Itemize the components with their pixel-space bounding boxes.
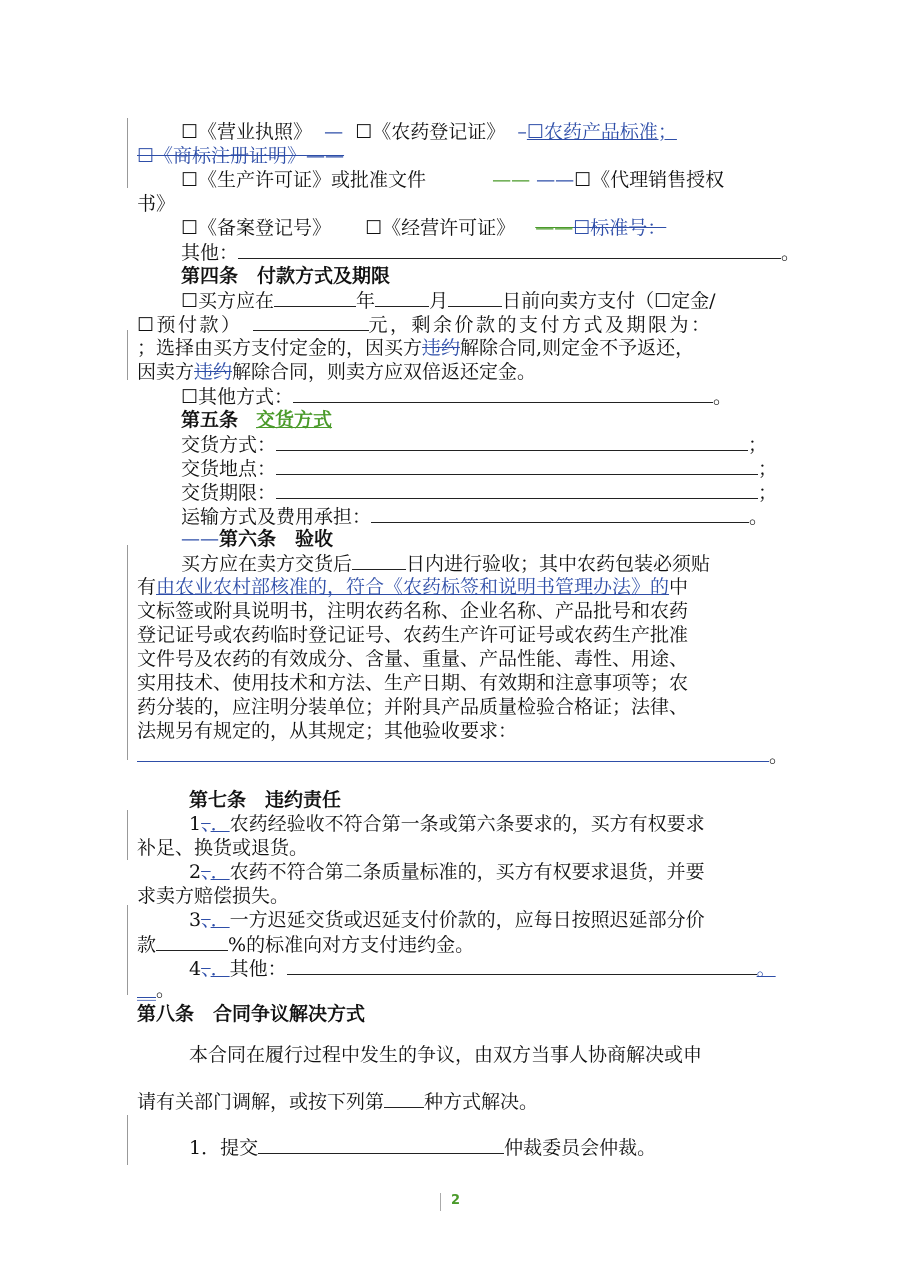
text: 1．提交 (189, 1137, 259, 1159)
item-number: 4 (189, 958, 202, 980)
deleted-mark: 、 (201, 909, 211, 931)
checkbox-filing-number[interactable]: ☐《备案登记号》 (181, 217, 332, 239)
item-number: 3 (189, 909, 202, 931)
liability-other-blank[interactable] (287, 956, 757, 975)
inserted-mark: ． (210, 958, 230, 980)
revision-dash: —— (181, 528, 219, 550)
revision-bar (127, 118, 128, 188)
revision-bar (127, 330, 128, 380)
punct: 。 (769, 745, 789, 767)
text-label-requirement: 日内进行验收；其中农药包装必须贴 (406, 553, 711, 575)
delivery-deadline-blank[interactable] (276, 480, 758, 499)
other-method-blank[interactable] (293, 384, 713, 403)
inspection-days-blank[interactable] (352, 551, 406, 570)
section-6-title: 第六条 验收 (219, 528, 334, 550)
section-4-heading: 第四条 付款方式及期限 (181, 265, 391, 287)
liability-item-4-wrap (137, 978, 175, 1002)
inserted-text: 由农业农村部核准的，符合《农药标签和说明书管理办法》的 (156, 576, 670, 598)
text-double-return: 解除合同，则卖方应双倍返还定金。 (232, 361, 537, 383)
text: 一方迟延交货或迟延支付价款的，应每日按照迟延部分价 (229, 909, 705, 931)
inserted-blank: __ (137, 979, 156, 1001)
checkbox-pesticide-registration[interactable]: ☐《农药登记证》 (355, 121, 506, 143)
payment-line-2 (137, 312, 713, 337)
label-delivery-deadline: 交货期限： (181, 482, 277, 504)
revision-dash: —— (492, 169, 531, 191)
text: 仲裁委员会仲裁。 (504, 1137, 657, 1159)
label-other: 其他： (181, 242, 239, 264)
doc-checklist-row-1-wrap (137, 144, 344, 168)
checkbox-business-permit[interactable]: ☐《经营许可证》 (365, 217, 516, 239)
deleted-mark: 、 (201, 813, 211, 835)
text-remaining-payment: 元，剩余价款的支付方式及期限为： (368, 314, 713, 336)
liability-item-4 (189, 956, 776, 981)
inspection-line-4: 登记证号或农药临时登记证号、农药生产许可证号或农药生产批准 (137, 624, 689, 646)
text: 中 (669, 576, 689, 598)
revision-bar (127, 810, 128, 860)
deleted-mark: 、 (201, 861, 211, 883)
penalty-percent-blank[interactable] (156, 932, 228, 951)
arbitration-option (189, 1135, 656, 1160)
label-transport: 运输方式及费用承担： (181, 506, 372, 528)
inspection-line-5: 文件号及农药的有效成分、含量、重量、产品性能、毒性、用途、 (137, 648, 689, 670)
text-continuation: 书》 (137, 193, 176, 215)
inserted-mark: ． (210, 861, 230, 883)
transport-row (181, 504, 768, 529)
inspection-other-blank-row (137, 743, 788, 768)
revision-bar (127, 905, 128, 995)
inspection-line-3: 文标签或附具说明书，注明农药名称、企业名称、产品批号和农药 (137, 600, 689, 622)
inspection-line-1 (181, 551, 710, 576)
revision-bar (127, 545, 128, 760)
section-5-number: 第五条 (181, 409, 239, 431)
item-number: 1 (189, 813, 202, 835)
transport-blank[interactable] (371, 504, 749, 523)
other-docs-row (181, 240, 800, 265)
day-blank[interactable] (448, 288, 502, 307)
dispute-paragraph-line-1: 本合同在履行过程中发生的争议，由双方当事人协商解决或申 (189, 1044, 703, 1066)
label-month: 月 (429, 290, 449, 312)
inspection-line-2 (137, 575, 688, 599)
punct: ； (748, 434, 768, 456)
label-other: 其他： (229, 958, 287, 980)
payment-line-3 (137, 336, 694, 360)
inserted-mark: ． (210, 813, 230, 835)
year-blank[interactable] (274, 288, 356, 307)
doc-checklist-row-2 (181, 168, 724, 192)
liability-item-2 (189, 860, 705, 884)
delivery-method-blank[interactable] (276, 432, 748, 451)
text-deposit-forfeit: 解除合同,则定金不予返还， (460, 337, 695, 359)
other-docs-blank[interactable] (238, 240, 781, 259)
section-5-title: 交货方式 (256, 409, 333, 431)
punct: ； (758, 482, 778, 504)
month-blank[interactable] (375, 288, 429, 307)
text: 农药经验收不符合第一条或第六条要求的，买方有权要求 (229, 813, 705, 835)
liability-item-2-wrap: 求卖方赔偿损失。 (137, 885, 290, 907)
punct: 。 (749, 506, 769, 528)
payment-line-4 (137, 360, 536, 384)
arbitration-committee-blank[interactable] (258, 1135, 504, 1154)
label-year: 年 (356, 290, 376, 312)
liability-item-3 (189, 908, 705, 932)
text-seller: 因卖方 (137, 361, 195, 383)
punct: 。 (156, 979, 176, 1001)
delivery-method-row (181, 432, 767, 457)
deleted-word: 违约 (422, 337, 461, 359)
deleted-checkbox-trademark: ☐《商标注册证明》 (137, 145, 307, 167)
text: 种方式解决。 (424, 1091, 539, 1113)
text: 有 (137, 576, 157, 598)
text: 请有关部门调解，或按下列第 (137, 1091, 385, 1113)
section-5-heading (181, 408, 332, 432)
revision-dash: — (318, 121, 350, 143)
punct: 。 (781, 242, 801, 264)
section-6-heading (181, 527, 333, 551)
checkbox-production-license[interactable]: ☐《生产许可证》或批准文件 (181, 169, 427, 191)
section-8-heading: 第八条 合同争议解决方式 (137, 1003, 366, 1025)
text: 款 (137, 934, 157, 956)
inserted-mark: ． (210, 909, 230, 931)
doc-checklist-row-1 (181, 120, 677, 144)
punct: ； (758, 458, 778, 480)
checkbox-prepayment[interactable]: ☐预付款） (137, 314, 243, 336)
checkbox-buyer-pay[interactable]: ☐买方应在 (181, 290, 275, 312)
page-number-bar (440, 1193, 441, 1211)
liability-item-3-wrap (137, 932, 474, 957)
text: %的标准向对方支付违约金。 (228, 934, 475, 956)
inspection-line-8: 法规另有规定的，从其规定；其他验收要求： (137, 720, 518, 742)
page-number: 2 (451, 1193, 461, 1208)
text-deposit-buyer: ；选择由买方支付定金的，因买方 (137, 337, 423, 359)
deleted-checkbox-standard-number: ☐标准号： (573, 217, 667, 239)
dispute-paragraph-line-2 (137, 1089, 538, 1114)
text-inspection: 买方应在卖方交货后 (181, 553, 353, 575)
revision-bar (127, 1115, 128, 1165)
checkbox-business-license[interactable]: ☐《营业执照》 (181, 121, 313, 143)
payment-other (181, 384, 732, 409)
delivery-place-blank[interactable] (276, 456, 758, 475)
method-number-blank[interactable] (384, 1089, 424, 1108)
deposit-option[interactable]: 日前向卖方支付（☐定金/ (502, 290, 716, 312)
delivery-deadline-row (181, 480, 777, 505)
inspection-line-6: 实用技术、使用技术和方法、生产日期、有效期和注意事项等；农 (137, 672, 689, 694)
revision-dash: – (511, 121, 527, 143)
liability-item-1-wrap: 补足、换货或退货。 (137, 837, 309, 859)
doc-checklist-row-3 (181, 216, 666, 240)
liability-item-1 (189, 812, 705, 836)
payment-line-1 (181, 288, 716, 313)
label-delivery-method: 交货方式： (181, 434, 277, 456)
section-7-heading: 第七条 违约责任 (189, 789, 342, 811)
delivery-place-row (181, 456, 777, 481)
deleted-mark: 、 (201, 958, 211, 980)
amount-blank[interactable] (253, 312, 369, 331)
label-delivery-place: 交货地点： (181, 458, 277, 480)
inserted-checkbox-product-standard[interactable]: ☐农药产品标准； (526, 121, 677, 143)
checkbox-other-method[interactable]: ☐其他方式： (181, 386, 294, 408)
punct: 。 (756, 958, 776, 980)
revision-dash: —— (306, 145, 345, 167)
item-number: 2 (189, 861, 202, 883)
checkbox-sales-authorization[interactable]: ☐《代理销售授权 (574, 169, 725, 191)
inspection-line-7: 药分装的，应注明分装单位；并附具产品质量检验合格证；法律、 (137, 696, 689, 718)
text: 农药不符合第二条质量标准的，买方有权要求退货，并要 (229, 861, 705, 883)
punct: 。 (713, 386, 733, 408)
inspection-other-blank[interactable] (137, 743, 769, 762)
doc-checklist-row-2-wrap (137, 192, 175, 216)
revision-dash: —— (535, 217, 574, 239)
revision-dash: —— (536, 169, 575, 191)
deleted-word: 违约 (194, 361, 233, 383)
